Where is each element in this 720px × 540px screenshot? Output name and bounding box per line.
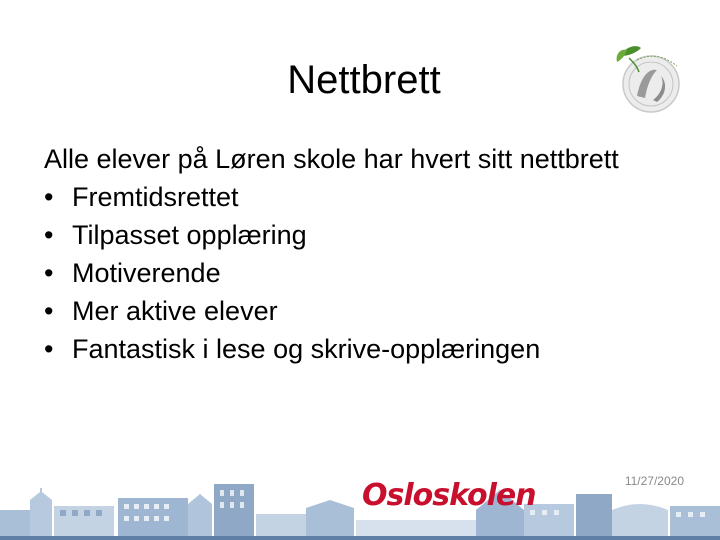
bullet-text: Tilpasset opplæring (72, 220, 307, 250)
bullet-text: Fremtidsrettet (72, 182, 239, 212)
slide-date: 11/27/2020 (624, 474, 684, 488)
bullet-text: Fantastisk i lese og skrive-opplæringen (72, 334, 541, 364)
osloskolen-logo: Osloskolen (362, 478, 536, 513)
bullet-list (44, 178, 644, 368)
slide-title: Nettbrett (287, 58, 441, 102)
bullet-dot: • (44, 258, 54, 288)
bullet-text: Motiverende (72, 258, 221, 288)
bullet-item (44, 330, 644, 368)
slide-body (44, 140, 644, 368)
bullet-dot: • (44, 296, 54, 326)
bullet-dot: • (44, 334, 54, 364)
bullet-text: Mer aktive elever (72, 296, 278, 326)
bullet-item (44, 178, 644, 216)
bullet-dot: • (44, 182, 54, 212)
intro-text: Alle elever på Løren skole har hvert sitt nettbrett (44, 144, 619, 174)
school-logo (607, 36, 691, 116)
city-skyline-footer (0, 470, 720, 540)
bullet-item (44, 216, 644, 254)
bullet-dot: • (44, 220, 54, 250)
bullet-item (44, 292, 644, 330)
bullet-item (44, 254, 644, 292)
